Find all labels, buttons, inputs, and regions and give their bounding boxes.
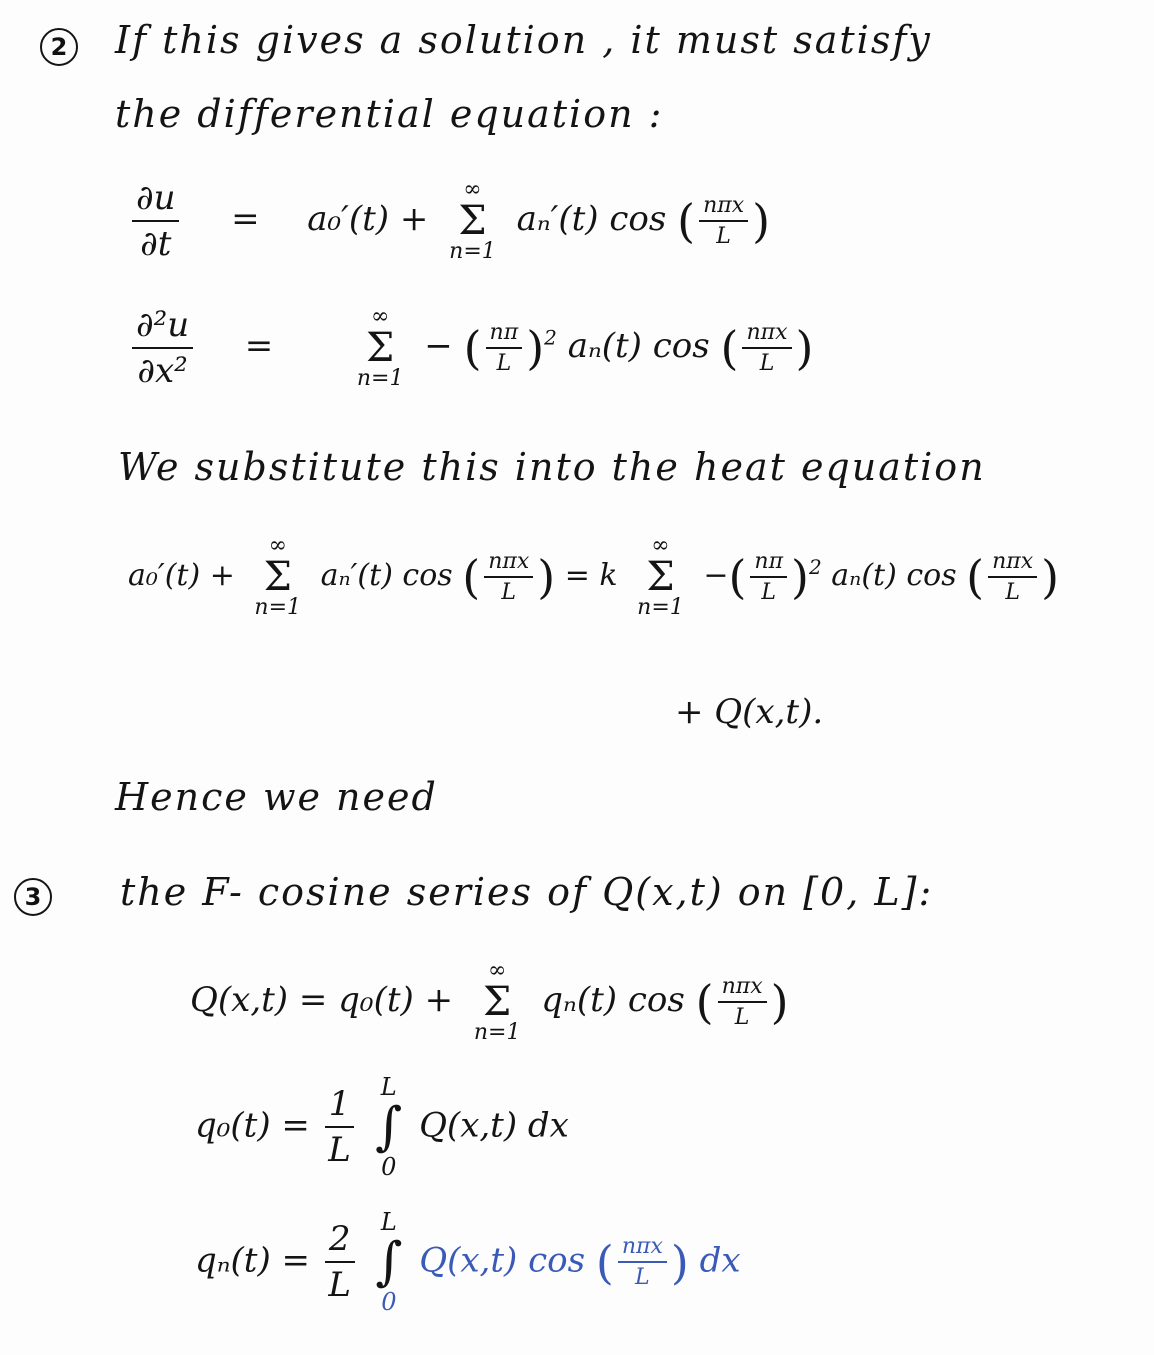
dt-denominator: ∂t: [140, 224, 172, 264]
cos-argument-right: [988, 549, 1037, 605]
an-cos-term: aₙ(t) cos: [831, 558, 957, 593]
sigma-symbol: Σ: [263, 554, 292, 600]
cosine-series-intro: the F- cosine series of Q(x,t) on [0, L]:: [120, 870, 934, 914]
frac-denominator: L: [328, 1130, 351, 1171]
frac-numerator: 2: [325, 1219, 355, 1263]
equation-d2u-dx2: $\frac{\text{∂²u}}{\text{∂x²}}$ = ∞ Σ n=1 − ( $\frac{n\pi}{L}$ )$^2$ aₙ(t) cos ( $\frac{\text{nπx}}{L}$ ): [128, 305, 813, 391]
d2u-dx2-fraction: [132, 305, 193, 391]
q0-term: q₀(t) +: [338, 980, 454, 1020]
arg-numerator: nπx: [742, 320, 791, 349]
cos-argument: [699, 193, 748, 249]
sum-upper: ∞: [371, 304, 390, 329]
arg-denominator: L: [759, 351, 775, 376]
coefficient-fraction: [486, 320, 523, 376]
arg-denominator: L: [501, 580, 517, 605]
a0-prime-term: a₀′(t) +: [307, 199, 429, 239]
equation-qn: qₙ(t) = $\frac{2}{L}$ L ∫ 0 Q(x,t) cos ( $\frac{\text{nπx}}{L}$ ) dx: [195, 1208, 741, 1316]
equation-heat-substituted: a₀′(t) + ∞ Σ n=1 aₙ′(t) cos ( $\frac{\text{nπx}}{L}$ ) = k ∞ Σ n=1 −( $\frac{n\pi}{L}$ )$^2$ aₙ(t) cos ( $\frac{\text{nπx}}{L}$ ): [128, 533, 1060, 620]
cos-argument-left: [484, 549, 533, 605]
arg-numerator: nπx: [618, 1234, 667, 1263]
frac-denominator: L: [328, 1265, 351, 1306]
dx2-denominator: ∂x²: [137, 351, 188, 391]
one-over-L: [325, 1084, 355, 1170]
qn-integrand: Q(x,t) cos: [419, 1240, 586, 1281]
sum-lower: n=1: [473, 1020, 521, 1045]
an-cos-term: aₙ(t) cos: [567, 326, 710, 366]
heat-tail: + Q(x,t).: [675, 692, 824, 732]
arg-numerator: nπx: [988, 549, 1037, 578]
coef-power: 2: [809, 555, 822, 579]
integral-upper: L: [380, 1208, 397, 1236]
summation-right: [637, 535, 684, 619]
summation: [357, 306, 404, 390]
sum-upper: ∞: [651, 533, 670, 558]
hence-sentence: Hence we need: [115, 775, 438, 819]
sigma-symbol: Σ: [458, 198, 487, 244]
integral: [375, 1075, 402, 1180]
equals-sign: =: [244, 326, 274, 366]
arg-denominator: L: [635, 1265, 650, 1291]
sum-lower: n=1: [356, 366, 404, 391]
integral-symbol: ∫: [375, 1097, 403, 1158]
coef-denominator: L: [496, 351, 512, 376]
an-prime-cos-term: aₙ′(t) cos: [320, 558, 453, 593]
intro-line-1: If this gives a solution , it must satisfy: [115, 18, 932, 62]
arg-numerator: nπx: [484, 549, 533, 578]
sigma-symbol: Σ: [483, 979, 512, 1025]
d2u-numerator: ∂²u: [132, 305, 193, 349]
two-over-L: [325, 1219, 355, 1305]
section-marker-2: 2: [40, 28, 78, 66]
frac-numerator: 1: [325, 1084, 355, 1128]
coefficient-fraction: [750, 549, 787, 605]
summation-left: [254, 535, 301, 619]
a0-prime-term: a₀′(t) +: [128, 558, 235, 593]
Q-lhs: Q(x,t) =: [190, 980, 328, 1020]
equals-k: = k: [564, 558, 618, 593]
qn-cos-term: qₙ(t) cos: [541, 980, 685, 1020]
qn-lhs: qₙ(t) =: [195, 1240, 311, 1281]
integral-lower: 0: [381, 1152, 397, 1181]
sum-upper: ∞: [463, 177, 482, 202]
arg-numerator: nπx: [718, 974, 767, 1003]
integral-upper: L: [380, 1073, 397, 1101]
integral: [375, 1210, 402, 1315]
equation-q0: [195, 1075, 569, 1180]
integral-symbol: ∫: [375, 1232, 403, 1293]
q0-lhs: q₀(t) =: [195, 1105, 310, 1146]
coef-power: 2: [544, 325, 557, 350]
sigma-symbol: Σ: [366, 325, 395, 371]
summation: [449, 179, 496, 263]
dx: dx: [699, 1240, 741, 1281]
integral-lower: 0: [381, 1287, 397, 1316]
sum-upper: ∞: [268, 533, 287, 558]
sum-lower: n=1: [449, 239, 496, 264]
section-marker-3: 3: [14, 878, 52, 916]
arg-denominator: L: [734, 1005, 750, 1030]
sigma-symbol: Σ: [646, 554, 675, 600]
minus-sign: −: [703, 558, 729, 593]
du-numerator: ∂u: [132, 178, 179, 222]
minus-sign: −: [424, 326, 453, 366]
equation-Q-series: Q(x,t) = q₀(t) + ∞ Σ n=1 qₙ(t) cos ( $\frac{\text{nπx}}{L}$ ): [190, 958, 789, 1045]
equals-sign: =: [231, 199, 260, 239]
coef-numerator: nπ: [750, 549, 787, 578]
sum-lower: n=1: [254, 595, 302, 620]
du-dt-fraction: [132, 178, 179, 264]
equation-du-dt: $\frac{\partial u}{\partial t}$ = a₀′(t) + ∞ Σ n=1 aₙ′(t) cos ( $\frac{\text{nπx}}{L}$ ): [128, 178, 770, 264]
sum-upper: ∞: [488, 958, 507, 983]
intro-line-2: the differential equation :: [115, 92, 664, 136]
cos-argument: [718, 974, 767, 1030]
cos-argument: [618, 1234, 667, 1290]
q0-integrand: Q(x,t) dx: [419, 1105, 569, 1146]
arg-denominator: L: [1005, 580, 1020, 605]
coef-denominator: L: [761, 580, 777, 605]
an-prime-cos-term: aₙ′(t) cos: [516, 199, 667, 239]
summation: [474, 960, 521, 1044]
substitute-sentence: We substitute this into the heat equation: [118, 445, 986, 489]
arg-numerator: nπx: [699, 193, 748, 222]
sum-lower: n=1: [637, 595, 684, 620]
coef-numerator: nπ: [486, 320, 523, 349]
cos-argument: [742, 320, 791, 376]
arg-denominator: L: [716, 224, 731, 249]
